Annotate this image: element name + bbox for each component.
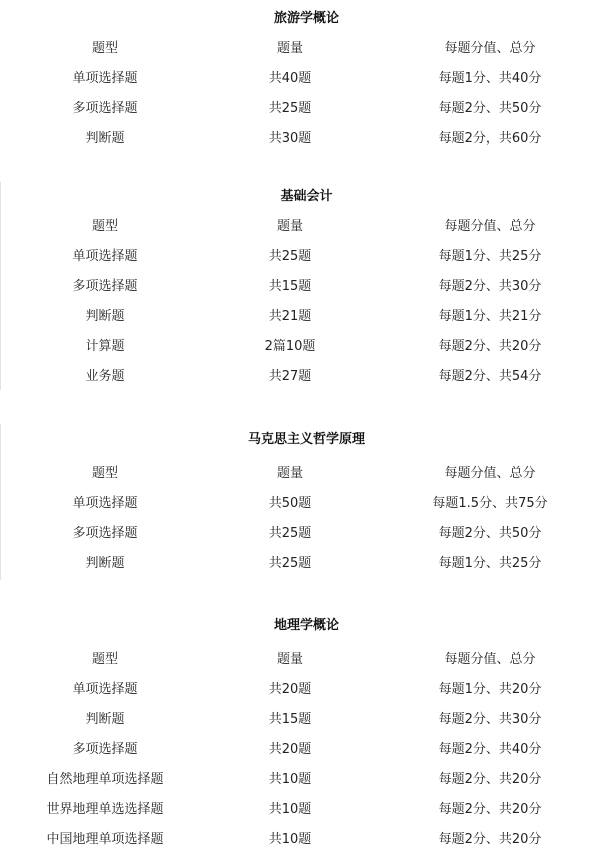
- question-count: 共15题: [268, 279, 312, 294]
- question-type: 判断题: [85, 309, 125, 324]
- table-row: [0, 519, 613, 549]
- table-row: [0, 362, 613, 392]
- header-question-type: 题型: [91, 466, 118, 481]
- score: 每题1分、共20分: [438, 682, 542, 697]
- question-type: 判断题: [85, 712, 125, 727]
- question-type: 单项选择题: [72, 71, 138, 86]
- table-header-row: [0, 34, 613, 64]
- header-question-count: 题量: [276, 41, 303, 56]
- question-type: 自然地理单项选择题: [46, 772, 164, 787]
- score: 每题2分、共50分: [438, 526, 542, 541]
- question-type: 单项选择题: [72, 682, 138, 697]
- score: 每题2分、共30分: [438, 279, 542, 294]
- header-score: 每题分值、总分: [444, 652, 536, 667]
- score: 每题1分、共25分: [438, 556, 542, 571]
- score: 每题1分、共25分: [438, 249, 542, 264]
- score: 每题2分、共54分: [438, 369, 542, 384]
- question-type: 计算题: [85, 339, 125, 354]
- question-count: 共25题: [268, 556, 312, 571]
- header-score: 每题分值、总分: [444, 41, 536, 56]
- score: 每题1.5分、共75分: [432, 496, 548, 511]
- question-type: 多项选择题: [72, 279, 138, 294]
- section-title: 基础会计: [280, 189, 333, 204]
- question-count: 共20题: [268, 742, 312, 757]
- question-count: 共50题: [268, 496, 312, 511]
- question-type: 判断题: [85, 556, 125, 571]
- question-count: 共25题: [268, 249, 312, 264]
- score: 每题2分，共60分: [438, 131, 542, 146]
- table-row: [0, 765, 613, 795]
- table-row: [0, 795, 613, 825]
- score: 每题2分、共40分: [438, 742, 542, 757]
- question-count: 共25题: [268, 526, 312, 541]
- table-row: [0, 825, 613, 855]
- table-row: [0, 489, 613, 519]
- table-row: [0, 94, 613, 124]
- score: 每题1分、共21分: [438, 309, 542, 324]
- question-count: 共27题: [268, 369, 312, 384]
- question-count: 共10题: [268, 772, 312, 787]
- table-row: [0, 549, 613, 579]
- table-row: [0, 735, 613, 765]
- table-row: [0, 302, 613, 332]
- question-count: 共10题: [268, 832, 312, 847]
- table-row: [0, 124, 613, 154]
- header-score: 每题分值、总分: [444, 219, 536, 234]
- score: 每题2分、共20分: [438, 832, 542, 847]
- question-type: 多项选择题: [72, 101, 138, 116]
- score: 每题2分、共50分: [438, 101, 542, 116]
- question-count: 共40题: [268, 71, 312, 86]
- question-type: 业务题: [85, 369, 125, 384]
- section-title: 旅游学概论: [273, 11, 339, 26]
- question-type: 多项选择题: [72, 526, 138, 541]
- score: 每题2分、共20分: [438, 802, 542, 817]
- score: 每题2分、共20分: [438, 772, 542, 787]
- table-row: [0, 64, 613, 94]
- section-title: 马克思主义哲学原理: [247, 432, 365, 447]
- header-question-type: 题型: [91, 652, 118, 667]
- section-title: 地理学概论: [273, 618, 339, 633]
- question-count: 2篇10题: [264, 339, 316, 354]
- table-row: [0, 272, 613, 302]
- question-count: 共30题: [268, 131, 312, 146]
- question-count: 共10题: [268, 802, 312, 817]
- table-row: [0, 332, 613, 362]
- table-header-row: [0, 645, 613, 675]
- question-type: 单项选择题: [72, 249, 138, 264]
- question-count: 共20题: [268, 682, 312, 697]
- header-score: 每题分值、总分: [444, 466, 536, 481]
- header-question-type: 题型: [91, 41, 118, 56]
- table-header-row: [0, 212, 613, 242]
- table-row: [0, 242, 613, 272]
- question-type: 多项选择题: [72, 742, 138, 757]
- header-question-count: 题量: [276, 219, 303, 234]
- question-type: 单项选择题: [72, 496, 138, 511]
- header-question-count: 题量: [276, 466, 303, 481]
- question-count: 共25题: [268, 101, 312, 116]
- score: 每题2分、共30分: [438, 712, 542, 727]
- question-type: 判断题: [85, 131, 125, 146]
- table-row: [0, 705, 613, 735]
- question-type: 中国地理单项选择题: [46, 832, 164, 847]
- question-count: 共21题: [268, 309, 312, 324]
- question-count: 共15题: [268, 712, 312, 727]
- header-question-count: 题量: [276, 652, 303, 667]
- table-row: [0, 675, 613, 705]
- table-header-row: [0, 459, 613, 489]
- score: 每题1分、共40分: [438, 71, 542, 86]
- score: 每题2分、共20分: [438, 339, 542, 354]
- header-question-type: 题型: [91, 219, 118, 234]
- question-type: 世界地理单选选择题: [46, 802, 164, 817]
